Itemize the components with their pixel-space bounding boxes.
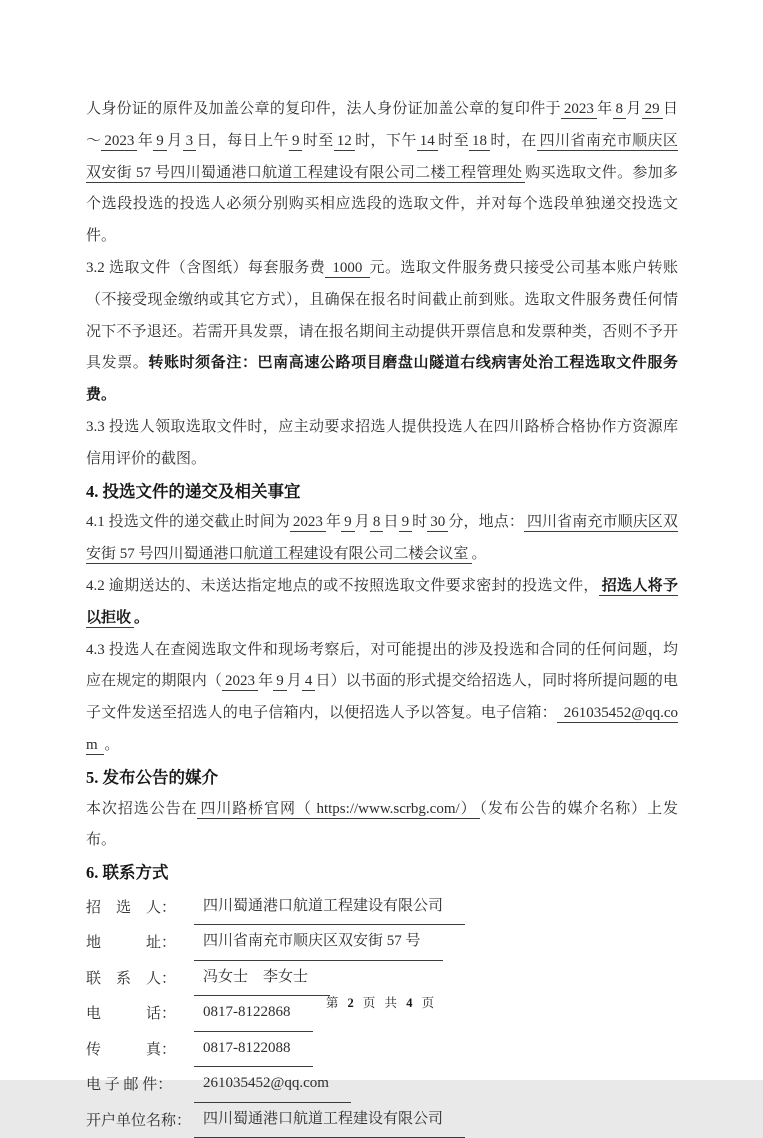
text-segment: 月	[166, 132, 183, 149]
contact-row-account-name	[86, 1103, 678, 1138]
contact-label: 电 话：	[86, 1006, 177, 1023]
contact-value: 四川省南充市顺庆区双安街 57 号	[194, 925, 443, 961]
text-segment: 年	[137, 132, 154, 149]
text-segment: 2023	[290, 514, 326, 532]
contact-label: 招 选 人：	[86, 899, 177, 916]
text-segment: 。	[104, 736, 120, 753]
para-5-announcement-media	[86, 794, 678, 858]
contact-row-contact-person	[86, 961, 678, 997]
contact-label: 传 真：	[86, 1041, 177, 1058]
contact-label: 电 子 邮 件：	[86, 1077, 173, 1094]
text-segment: 日）以书面的形式提交给招选人，同时将所提问题的电子文件发送至招选人的电子信箱内，以便招选人予以答复。电子信箱：	[86, 673, 678, 722]
text-segment: 日～	[86, 101, 678, 149]
para-3-2-service-fee	[86, 253, 678, 412]
text-segment: 9	[341, 514, 355, 532]
text-segment: 261035452@qq.com	[86, 705, 678, 753]
text-segment: 8	[613, 101, 627, 119]
text-segment: 12	[334, 133, 355, 151]
text-segment: 29	[642, 101, 663, 119]
text-segment: 时	[412, 514, 428, 531]
text-segment: 页	[415, 996, 438, 1010]
text-segment: （发布公告的媒介名称）上发布。	[86, 800, 678, 849]
text-segment: 四川省南充市顺庆区双安街 57 号四川蜀通港口航道工程建设有限公司二楼工程管理处	[86, 132, 678, 181]
text-segment: 30	[427, 514, 448, 532]
text-segment: 9	[273, 673, 287, 691]
text-segment: 时至	[302, 132, 334, 149]
text-segment: 9	[289, 133, 303, 151]
page-number-footer	[0, 993, 763, 1011]
text-segment: 1000	[325, 260, 369, 278]
contact-label: 地 址：	[86, 935, 177, 952]
text-segment: 转账时须备注：巴南高速公路项目磨盘山隧道右线病害处治工程选取文件服务费。	[86, 355, 678, 404]
text-segment: 4.1 投选文件的递交截止时间为	[86, 514, 290, 531]
contact-info-list	[86, 890, 678, 1138]
text-segment: 8	[370, 514, 384, 532]
text-segment: 招选人将予以拒收	[86, 577, 678, 626]
text-segment: 3	[183, 133, 197, 151]
contact-row-email	[86, 1067, 678, 1103]
text-segment: 9	[399, 514, 413, 532]
contact-value: 四川蜀通港口航道工程建设有限公司	[194, 1103, 465, 1138]
text-segment: 时至	[437, 132, 469, 149]
para-4-2-rejection-clause	[86, 571, 678, 635]
contact-row-fax	[86, 1032, 678, 1068]
text-segment: 9	[153, 133, 167, 151]
text-segment: 本次招选公告在	[86, 800, 198, 817]
text-segment: 月	[626, 101, 642, 117]
text-segment: 2023	[101, 133, 137, 151]
text-segment: 2023	[222, 673, 258, 691]
text-segment: 4	[406, 996, 416, 1010]
contact-label: 联 系 人：	[86, 970, 177, 987]
text-segment: 年	[596, 101, 613, 117]
text-segment: 第	[325, 996, 348, 1010]
text-segment: 日，每日上午	[196, 132, 289, 149]
section-6-heading: 6. 联系方式	[86, 863, 169, 883]
text-segment: 四川省南充市顺庆区双安街 57 号四川蜀通港口航道工程建设有限公司二楼会议室	[86, 514, 678, 563]
text-segment: 页 共	[356, 996, 407, 1010]
text-segment: 购买选取文件。参加多个选段投选的投选人必须分别购买相应选段的选取文件，并对每个选段单独递交投选文件。	[86, 164, 678, 245]
para-purchase-schedule	[86, 94, 678, 253]
text-segment: 14	[417, 133, 438, 151]
section-5-heading: 5. 发布公告的媒介	[86, 767, 218, 787]
text-segment: 2023	[561, 101, 597, 119]
text-segment: 元。选取文件服务费只接受公司基本账户转账（不接受现金缴纳或其它方式），且确保在报名时间截止前到账。选取文件服务费任何情况下不予退还。若需开具发票，请在报名期间主动提供开票信息和发票种类，否则不予开具发票。	[86, 259, 678, 372]
text-segment: 日	[383, 514, 399, 531]
text-segment: 时，在	[489, 132, 537, 149]
contact-value: 冯女士 李女士	[194, 961, 330, 997]
text-segment: 月	[286, 673, 302, 690]
section-4-heading: 4. 投选文件的递交及相关事宜	[86, 481, 301, 501]
contact-row-address	[86, 925, 678, 961]
contact-value: 261035452@qq.com	[194, 1067, 351, 1103]
para-3-3-credit-rating-screenshot	[86, 412, 678, 476]
contact-row-tenderee	[86, 890, 678, 926]
text-segment: 18	[469, 133, 490, 151]
text-segment: 四川路桥官网（ https://www.scrbg.com/）	[197, 801, 479, 819]
contact-label: 开户单位名称：	[86, 1112, 192, 1129]
text-segment: 年	[257, 673, 274, 690]
text-segment: 时，下午	[354, 132, 417, 149]
text-segment: 3.2 选取文件（含图纸）每套服务费	[86, 259, 326, 276]
text-segment: 月	[354, 514, 370, 531]
para-4-1-submission-deadline	[86, 507, 678, 571]
text-segment: 分，地点：	[448, 514, 524, 531]
text-segment: 3.3 投选人领取选取文件时，应主动要求招选人提供投选人在四川路桥合格协作方资源库信用评价的截图。	[86, 418, 678, 467]
para-4-3-questions-submission	[86, 635, 678, 762]
document-body	[86, 94, 678, 1138]
text-segment: 。	[471, 546, 487, 563]
text-segment: 4.3 投选人在查阅选取文件和现场考察后，对可能提出的涉及投选和合同的任何问题，均应在规定的期限内（	[86, 641, 678, 690]
contact-value: 0817-8122868	[194, 996, 313, 1032]
text-segment: 4	[302, 673, 316, 691]
text-segment: 。	[134, 609, 150, 626]
contact-value: 四川蜀通港口航道工程建设有限公司	[194, 890, 465, 926]
text-segment: 人身份证的原件及加盖公章的复印件，法人身份证加盖公章的复印件于	[86, 101, 561, 117]
contact-value: 0817-8122088	[194, 1032, 313, 1068]
text-segment: 2	[347, 996, 357, 1010]
text-segment: 年	[325, 514, 342, 531]
text-segment: 4.2 逾期送达的、未送达指定地点的或不按照选取文件要求密封的投选文件，	[86, 577, 599, 594]
